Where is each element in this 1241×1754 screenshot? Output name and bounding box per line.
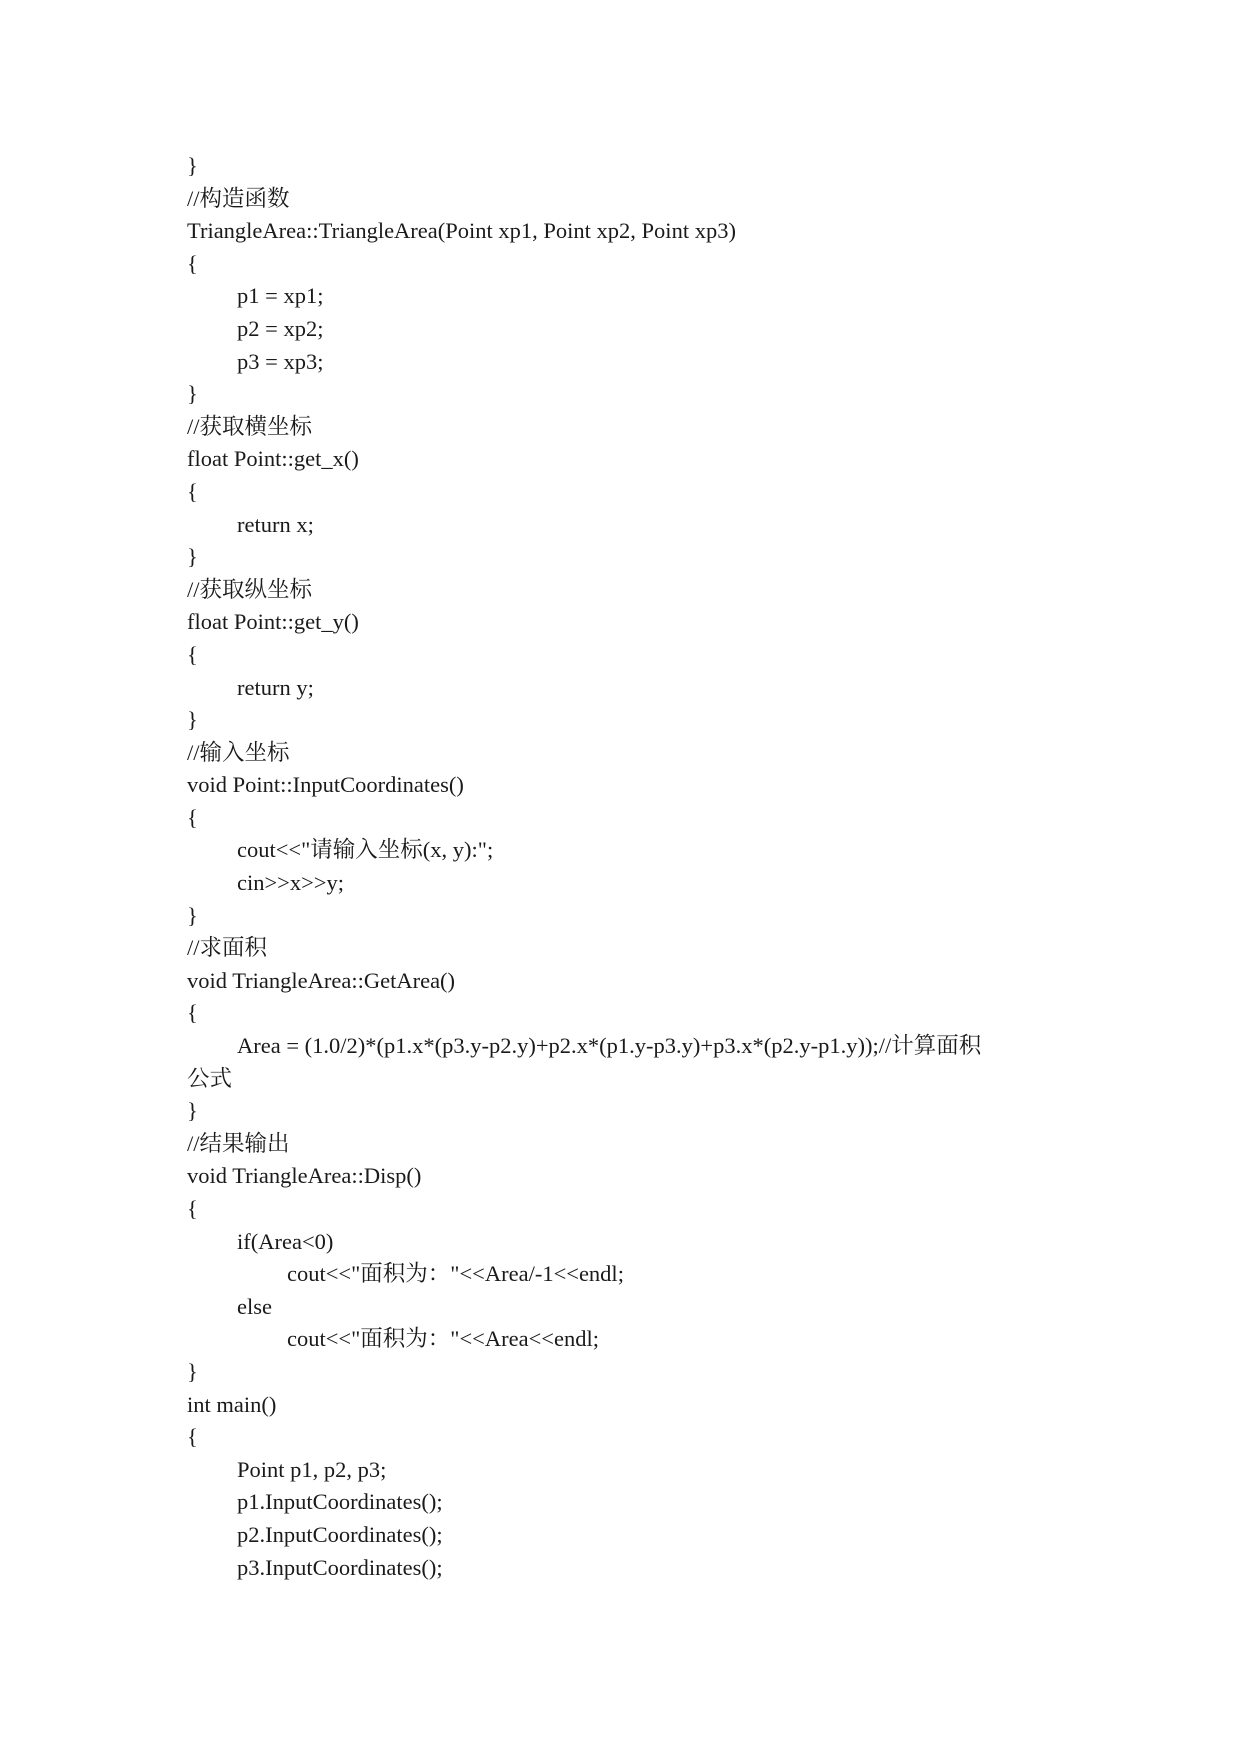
code-line: { xyxy=(187,250,198,276)
code-line: p1.InputCoordinates(); xyxy=(237,1489,443,1515)
code-line: cout<<"面积为："<<Area<<endl; xyxy=(287,1326,599,1352)
code-line: { xyxy=(187,804,198,830)
code-line: if(Area<0) xyxy=(237,1228,334,1254)
code-line: { xyxy=(187,478,198,504)
code-line: int main() xyxy=(187,1391,277,1417)
code-line: return y; xyxy=(237,674,314,700)
code-line: void TriangleArea::GetArea() xyxy=(187,967,456,993)
code-listing xyxy=(187,150,1087,1584)
code-line: void TriangleArea::Disp() xyxy=(187,1163,422,1189)
code-line: else xyxy=(237,1293,272,1319)
code-line: float Point::get_y() xyxy=(187,609,359,635)
code-line: 公式 xyxy=(187,1065,233,1091)
code-line: p1 = xp1; xyxy=(237,283,324,309)
code-line: //构造函数 xyxy=(187,185,290,211)
code-line: p2.InputCoordinates(); xyxy=(237,1521,443,1547)
code-line: //求面积 xyxy=(187,935,268,961)
code-line: { xyxy=(187,1000,198,1026)
code-line: //获取横坐标 xyxy=(187,413,313,439)
code-line: { xyxy=(187,1196,198,1221)
code-line: float Point::get_x() xyxy=(187,446,359,472)
code-line: } xyxy=(187,153,198,178)
code-line: //结果输出 xyxy=(187,1130,290,1156)
code-line: TriangleArea::TriangleArea(Point xp1, Point xp2, Point xp3) xyxy=(187,218,736,244)
code-line: { xyxy=(187,1424,198,1450)
code-line: } xyxy=(187,544,198,570)
code-line: { xyxy=(187,641,198,667)
code-line: cout<<"面积为："<<Area/-1<<endl; xyxy=(287,1261,624,1287)
code-line: return x; xyxy=(237,511,314,537)
code-line: cout<<"请输入坐标(x, y):"; xyxy=(237,837,494,863)
code-line: //获取纵坐标 xyxy=(187,576,313,602)
code-line: } xyxy=(187,707,198,733)
code-line: p3.InputCoordinates(); xyxy=(237,1554,443,1580)
code-line: } xyxy=(187,381,198,407)
code-line: p2 = xp2; xyxy=(237,315,324,341)
code-line: p3 = xp3; xyxy=(237,348,324,374)
code-line: //输入坐标 xyxy=(187,739,290,765)
code-line: Point p1, p2, p3; xyxy=(237,1456,387,1482)
code-line: void Point::InputCoordinates() xyxy=(187,772,464,798)
code-line: } xyxy=(187,902,198,928)
code-line: cin>>x>>y; xyxy=(237,870,344,896)
code-line: } xyxy=(187,1098,198,1124)
code-line: Area = (1.0/2)*(p1.x*(p3.y-p2.y)+p2.x*(p1.y-p3.y)+p3.x*(p2.y-p1.y));//计算面积 xyxy=(237,1033,982,1059)
code-line: } xyxy=(187,1358,198,1384)
